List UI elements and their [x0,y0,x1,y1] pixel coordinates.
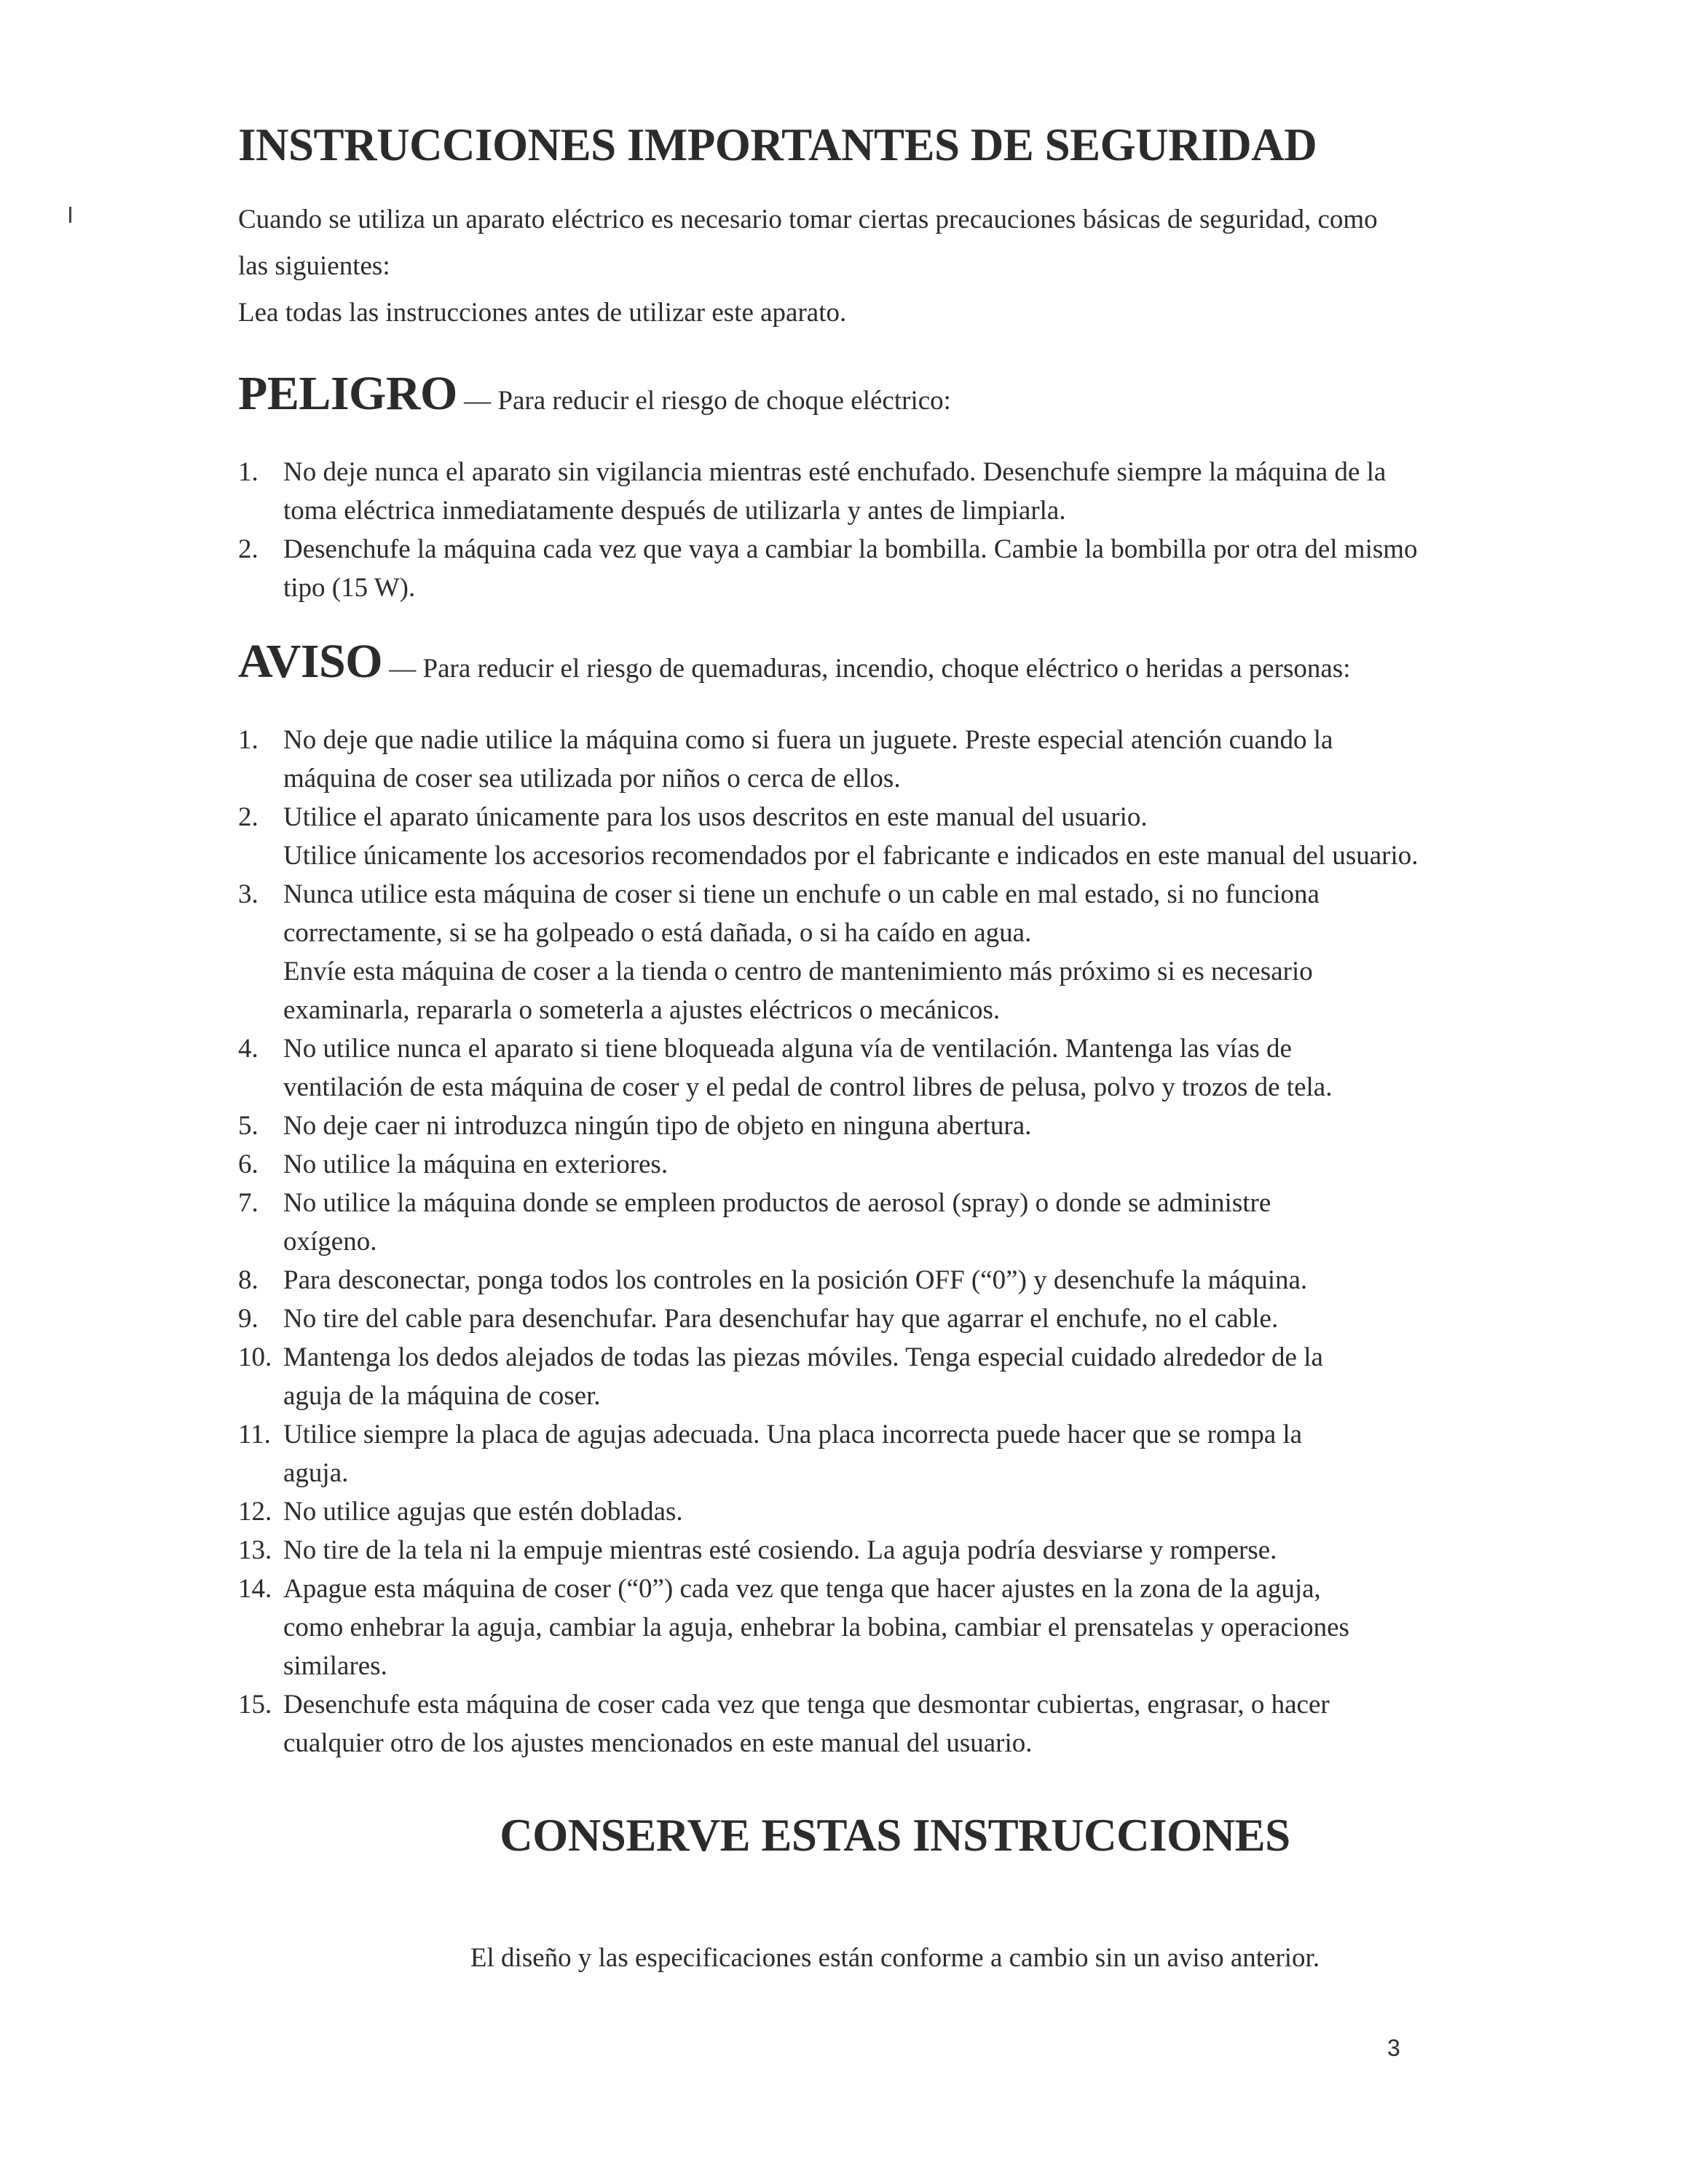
item-text-line: No utilice agujas que estén dobladas. [283,1497,683,1527]
item-number: 10. [238,1342,272,1372]
item-text-line: similares. [283,1651,387,1681]
item-text-line: máquina de coser sea utilizada por niños o cerca de ellos. [283,764,901,794]
list-item [238,1145,1549,1184]
item-text-line: Mantenga los dedos alejados de todas las piezas móviles. Tenga especial cuidado alrededor de la [283,1342,1323,1372]
list-item [238,453,1549,530]
aviso-list [238,721,1549,1762]
item-text-line: como enhebrar la aguja, cambiar la aguja, enhebrar la bobina, cambiar el prensatelas y operaciones [283,1613,1349,1642]
item-text-line: correctamente, si se ha golpeado o está dañada, o si ha caído en agua. [283,918,1032,948]
conserve-text: CONSERVE ESTAS INSTRUCCIONES [500,1810,1290,1861]
list-item [238,1261,1549,1299]
item-number: 15. [238,1690,272,1720]
disclaimer [0,1942,1688,1974]
peligro-word: PELIGRO [238,367,457,420]
page-number: 3 [1387,2035,1400,2061]
item-text-line: oxígeno. [283,1227,377,1257]
item-text-line: No tire del cable para desenchufar. Para desenchufar hay que agarrar el enchufe, no el cable. [283,1304,1279,1334]
list-item [238,1415,1549,1492]
page-title: INSTRUCCIONES IMPORTANTES DE SEGURIDAD [238,119,1317,170]
list-item [238,1029,1549,1107]
list-item [238,1107,1549,1145]
list-item [238,1338,1549,1415]
item-number: 5. [238,1111,259,1141]
item-text-line: No utilice la máquina donde se empleen productos de aerosol (spray) o donde se administre [283,1188,1271,1218]
intro-line: las siguientes: [238,251,390,281]
intro-line: Lea todas las instrucciones antes de utilizar este aparato. [238,298,847,328]
item-number: 1. [238,457,259,487]
margin-mark [69,207,71,223]
peligro-list [238,453,1549,607]
item-text-line: No deje caer ni introduzca ningún tipo de objeto en ninguna abertura. [283,1111,1032,1141]
item-text-line: ventilación de esta máquina de coser y el pedal de control libres de pelusa, polvo y trozos de tela. [283,1072,1333,1102]
item-text-line: Nunca utilice esta máquina de coser si tiene un enchufe o un cable en mal estado, si no funciona [283,879,1320,909]
item-number: 13. [238,1535,272,1565]
item-text-line: cualquier otro de los ajustes mencionados en este manual del usuario. [283,1728,1033,1758]
item-text-line: Apague esta máquina de coser (“0”) cada vez que tenga que hacer ajustes en la zona de la aguja, [283,1574,1321,1604]
intro-text [238,197,1549,336]
list-item [238,1299,1549,1338]
item-text-line: aguja. [283,1458,349,1488]
item-text-line: toma eléctrica inmediatamente después de utilizarla y antes de limpiarla. [283,496,1066,526]
item-text-line: Envíe esta máquina de coser a la tienda o centro de mantenimiento más próximo si es necesario [283,957,1313,986]
peligro-subtitle: — Para reducir el riesgo de choque eléctrico: [457,386,951,416]
item-number: 12. [238,1497,272,1527]
item-number: 2. [238,802,259,832]
item-text-line: Utilice siempre la placa de agujas adecuada. Una placa incorrecta puede hacer que se rompa la [283,1420,1303,1449]
item-number: 8. [238,1265,259,1295]
item-number: 6. [238,1150,259,1179]
aviso-word: AVISO [238,635,383,688]
conserve-heading [0,1810,1688,1861]
peligro-heading [238,367,951,420]
list-item [238,1492,1549,1531]
item-text-line: No utilice la máquina en exteriores. [283,1150,669,1179]
disclaimer-text: El diseño y las especificaciones están conforme a cambio sin un aviso anterior. [470,1943,1320,1973]
item-text-line: examinarla, repararla o someterla a ajustes eléctricos o mecánicos. [283,995,1001,1025]
item-text-line: aguja de la máquina de coser. [283,1381,601,1411]
item-text-line: tipo (15 W). [283,573,416,603]
item-text-line: Utilice el aparato únicamente para los usos descritos en este manual del usuario. [283,802,1148,832]
item-number: 1. [238,725,259,755]
list-item [238,1184,1549,1261]
item-number: 2. [238,534,259,564]
item-text-line: Para desconectar, ponga todos los controles en la posición OFF (“0”) y desenchufe la máquina. [283,1265,1308,1295]
item-number: 4. [238,1034,259,1064]
list-item [238,798,1549,875]
list-item [238,1570,1549,1685]
item-number: 7. [238,1188,259,1218]
item-text-line: Desenchufe esta máquina de coser cada vez que tenga que desmontar cubiertas, engrasar, o hacer [283,1690,1330,1720]
item-number: 9. [238,1304,259,1334]
aviso-subtitle: — Para reducir el riesgo de quemaduras, incendio, choque eléctrico o heridas a personas: [382,654,1351,684]
item-text-line: No utilice nunca el aparato si tiene bloqueada alguna vía de ventilación. Mantenga las vías de [283,1034,1292,1064]
item-number: 3. [238,879,259,909]
list-item [238,1531,1549,1570]
item-text-line: Desenchufe la máquina cada vez que vaya a cambiar la bombilla. Cambie la bombilla por otra del mismo [283,534,1418,564]
intro-line: Cuando se utiliza un aparato eléctrico es necesario tomar ciertas precauciones básicas de seguridad, como [238,205,1378,234]
list-item [238,1685,1549,1762]
list-item [238,530,1549,607]
item-text-line: Utilice únicamente los accesorios recomendados por el fabricante e indicados en este manual del usuario. [283,841,1419,871]
item-text-line: No deje nunca el aparato sin vigilancia mientras esté enchufado. Desenchufe siempre la máquina de la [283,457,1387,487]
list-item [238,721,1549,798]
item-number: 11. [238,1420,271,1449]
list-item [238,875,1549,1029]
aviso-heading [238,635,1351,688]
item-number: 14. [238,1574,272,1604]
item-text-line: No tire de la tela ni la empuje mientras esté cosiendo. La aguja podría desviarse y romperse. [283,1535,1277,1565]
item-text-line: No deje que nadie utilice la máquina como si fuera un juguete. Preste especial atención cuando la [283,725,1333,755]
